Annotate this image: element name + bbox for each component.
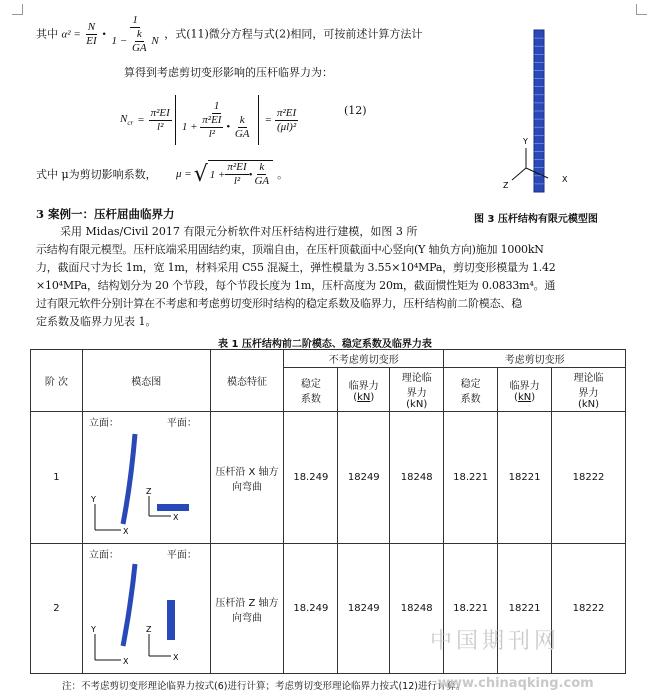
intro-suffix: ，式(11)微分方程与式(2)相同，可按前述计算方法计 <box>164 27 423 41</box>
corner-mark-tr <box>636 4 647 15</box>
section-line-6: 定系数及临界力见表 1。 <box>36 315 157 328</box>
intro-line: 其中 α² = $\frac{N}{EI}$ • 1 1 − $\frac{k}{GA}$ N ，式(11)微分方程与式(2)相同，可按前述计算方法计 <box>36 14 423 54</box>
th-stab-2: 稳定 系数 <box>444 368 498 412</box>
intro-prefix: 其中 <box>36 27 58 41</box>
section-line-4: ×10⁴MPa，结构划分为 20 个节段，每个节段长度为 1m，压杆高度为 20m，截面惯性矩为 0.0833m⁴。通 <box>36 279 556 292</box>
th-feature: 模态特征 <box>210 350 284 412</box>
watermark-url: www.chinaqking.com <box>438 676 594 691</box>
equation-number: (12) <box>344 104 367 117</box>
th-mode: 模态图 <box>82 350 210 412</box>
table-title: 表 1 压杆结构前二阶模态、稳定系数及临界力表 <box>218 339 432 350</box>
equation-12: $N_{cr}$ = $\frac{\text{π²EI}}{\text{l²}}$ 1 1 + $\frac{\text{π²EI}}{\text{l²}}$ • $\frac{k}{GA}$ = $\frac{\text{π²EI}}{\text{(μl)²}}$ <box>120 92 298 148</box>
th-crit-2: 临界力 (kN) <box>498 368 552 412</box>
mu-formula: μ = √ 1 + $\frac{\text{π²EI}}{\text{l²}}$ • $\frac{k}{GA}$ 。 <box>176 161 289 187</box>
th-crit-1: 临界力 (kN) <box>338 368 390 412</box>
frac-n-ei: $\frac{N}{EI}$ <box>86 21 97 47</box>
fig-axis-z: Z <box>503 181 509 190</box>
section-heading: 3 案例一：压杆屈曲临界力 <box>36 207 175 221</box>
svg-text:Z: Z <box>145 625 152 634</box>
watermark-cn: 中国期刊网 <box>430 629 561 654</box>
fe-model-figure <box>496 28 586 198</box>
svg-text:Z: Z <box>145 487 152 496</box>
svg-text:X: X <box>122 657 129 666</box>
frac-shear: 1 1 − $\frac{k}{GA}$ N <box>111 14 159 54</box>
line-2: 算得到考虑剪切变形影响的压杆临界力为： <box>124 66 333 79</box>
th-theory-2: 理论临 界力 (kN) <box>552 368 626 412</box>
table-note: 注：不考虑剪切变形理论临界力按式(6)进行计算；考虑剪切变形理论临界力按式(12)进行计算。 <box>62 681 466 692</box>
section-line-1: 采用 Midas/Civil 2017 有限元分析软件对压杆结构进行建模，如图 3 所 <box>60 225 418 238</box>
svg-text:Y: Y <box>90 625 96 634</box>
svg-text:Y: Y <box>90 495 96 504</box>
section-line-2: 示结构有限元模型。压杆底端采用固结约束，顶端自由，在压杆顶截面中心竖向(Y 轴负方向)施加 1000kN <box>36 243 544 256</box>
feature-2: 压杆沿 Z 轴方 向弯曲 <box>210 544 284 674</box>
fig-axis-y: Y <box>523 137 528 146</box>
column-mesh <box>534 30 544 192</box>
figure-3-caption: 图 3 压杆结构有限元模型图 <box>474 214 598 225</box>
ncr-symbol: $N_{cr}$ <box>120 112 134 128</box>
section-line-3: 力，截面尺寸为长 1m，宽 1m，材料采用 C55 混凝土，弹性模量为 3.55×10⁴MPa，剪切变形模量为 1.42 <box>36 261 556 274</box>
svg-text:X: X <box>172 653 179 662</box>
bracket-term: 1 1 + $\frac{\text{π²EI}}{\text{l²}}$ • $\frac{k}{GA}$ <box>175 95 259 145</box>
mu-line: 式中 μ为剪切影响系数， <box>36 168 157 181</box>
table-row: 1 立面： 平面： Y X Z X 压杆沿 X 轴方 向弯曲 18.249 18249 18248 18.221 18221 18222 <box>31 412 626 544</box>
table-row: 2 立面： 平面： Y X Z X 压杆沿 Z 轴方 向弯曲 18.249 18249 18248 18.221 18221 18222 <box>31 544 626 674</box>
mode-figure-1: 立面： 平面： Y X Z X <box>82 412 210 544</box>
feature-1: 压杆沿 X 轴方 向弯曲 <box>210 412 284 544</box>
th-group-shear: 考虑剪切变形 <box>444 350 626 368</box>
fig-axis-x: X <box>562 175 568 184</box>
section-line-5: 过有限元软件分别计算在不考虑和考虑剪切变形时结构的稳定系数及临界力，压杆结构前二阶模态、稳 <box>36 297 522 310</box>
th-group-no-shear: 不考虑剪切变形 <box>284 350 444 368</box>
th-theory-1: 理论临 界力 (kN) <box>390 368 444 412</box>
th-stab-1: 稳定 系数 <box>284 368 338 412</box>
svg-text:X: X <box>172 513 179 522</box>
corner-mark-tl <box>12 4 23 15</box>
th-order: 阶 次 <box>31 350 83 412</box>
mode-figure-2: 立面： 平面： Y X Z X <box>82 544 210 674</box>
svg-text:X: X <box>122 527 129 536</box>
alpha-symbol: α² = <box>61 28 81 41</box>
